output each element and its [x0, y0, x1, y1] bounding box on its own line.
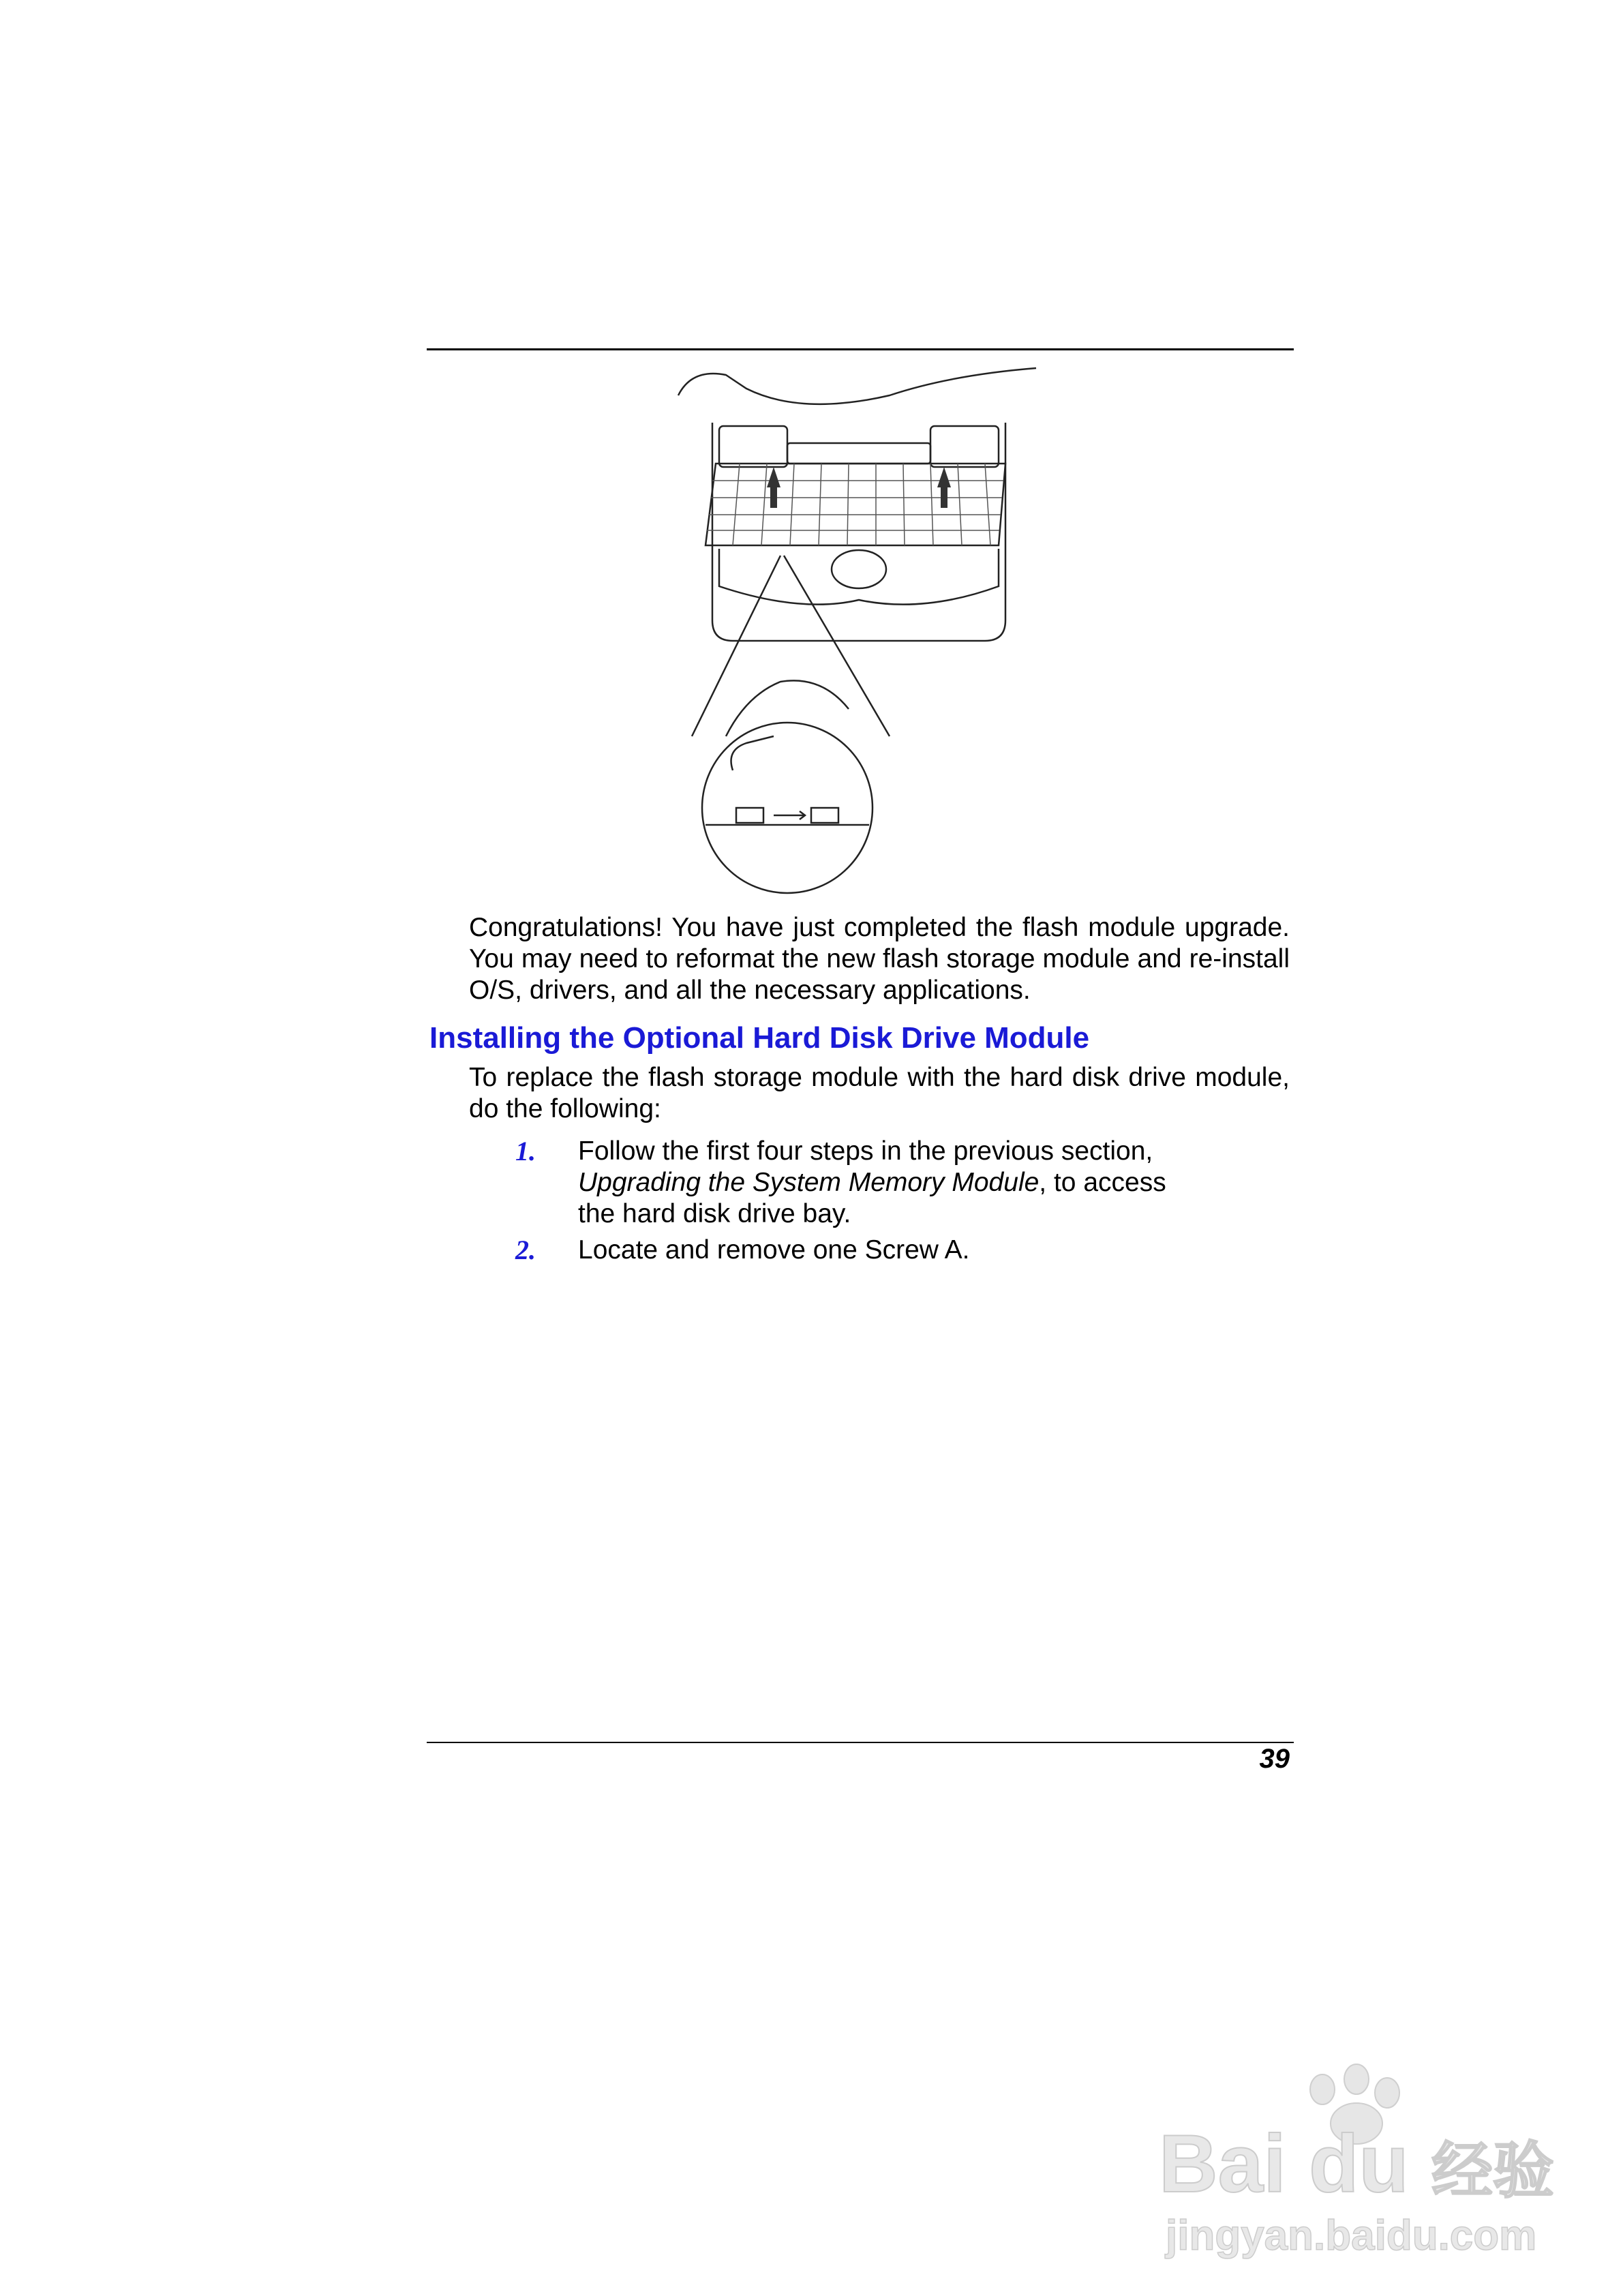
- baidu-jingyan-watermark: [1152, 2062, 1561, 2267]
- step-item: [469, 1235, 1290, 1269]
- page-number: 39: [1259, 1744, 1290, 1774]
- header-rule: [427, 348, 1294, 350]
- footer-rule: [427, 1742, 1294, 1743]
- svg-text:jingyan.baidu.com: jingyan.baidu.com: [1166, 2212, 1537, 2259]
- congratulations-paragraph: Congratulations! You have just completed the flash module upgrade. You may need to reformat the new flash storage module and re-install O/S, drivers, and all the necessary applications.: [469, 913, 1290, 1005]
- intro-paragraph: To replace the flash storage module with the hard disk drive module, do the following:: [469, 1063, 1290, 1123]
- keyboard-removal-illustration: [665, 354, 1053, 903]
- step-text: Follow the first four steps in the previous section, Upgrading the System Memory Module, to access the hard disk drive bay.: [578, 1136, 1166, 1228]
- svg-text:Bai du: Bai du: [1159, 2118, 1409, 2209]
- section-heading: Installing the Optional Hard Disk Drive Module: [429, 1021, 1090, 1055]
- step-number: 1.: [515, 1136, 536, 1166]
- step-item: [469, 1136, 1290, 1231]
- svg-text:经验: 经验: [1431, 2135, 1554, 2207]
- section-reference: Upgrading the System Memory Module: [578, 1168, 1040, 1197]
- step-number: 2.: [515, 1235, 536, 1265]
- step-text: Locate and remove one Screw A.: [578, 1235, 970, 1265]
